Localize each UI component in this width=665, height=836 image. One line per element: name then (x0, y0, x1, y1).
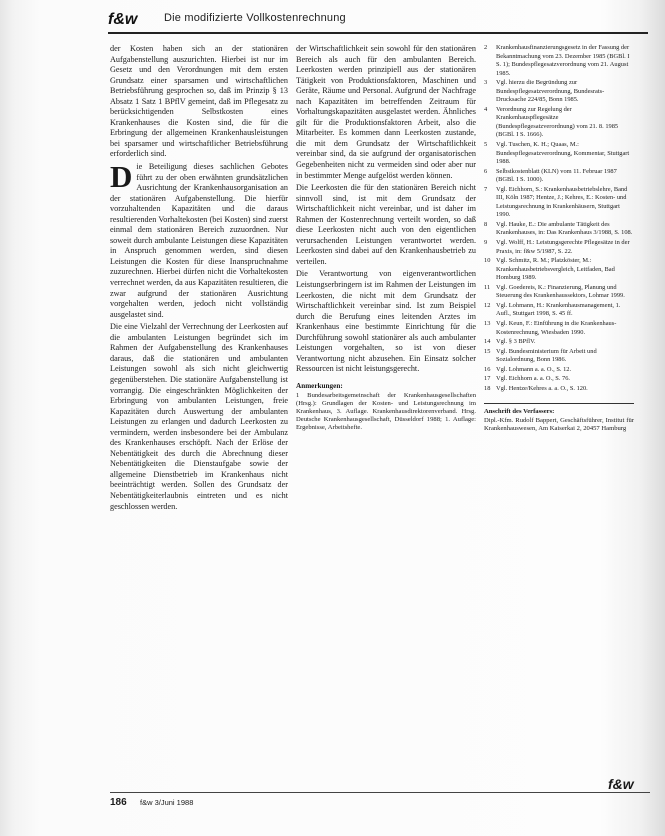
reference-text: Vgl. Keun, F.: Einführung in die Krankenhaus-Kostenrechnung, Wiesbaden 1990. (496, 319, 617, 336)
reference-number: 13 (484, 319, 491, 327)
page-number: 186 (110, 797, 127, 808)
reference-item (484, 168, 634, 185)
reference-text: Vgl. Eichhorn a. a. O., S. 76. (496, 375, 571, 383)
text-column-2 (296, 44, 476, 789)
reference-item (484, 79, 634, 105)
reference-number: 16 (484, 365, 491, 373)
paragraph-text: ie Beteiligung dieses sachlichen Gebotes führt zu der oben erwähnten grundsätzlichen Ausrichtung der Krankenhausorganisation an der stationären Aufgabenstellung. Die hierfür vorzuhaltenden Kapazitäten und die daraus resultierenden Vorhaltekosten (bei Kosten) sind zuerst einmal dem stationären Bereich zuzuordnen. Nur soweit durch ambulante Leistungen diese Kapazitäten in Anspruch genommen werden, sind diesen Leistungen die Kosten für diese Inanspruchnahme zuzurechnen. Hierbei dürfen nicht die Vorhaltekosten verrechnet werden, da aus Kapazitäten resultieren, die zwar aufgrund der stationären Ausrichtung vorgehalten werden, jedoch nicht vollständig ausgelastet sind. (110, 162, 288, 319)
reference-item (484, 141, 634, 167)
reference-item (484, 385, 634, 394)
reference-item (484, 106, 634, 140)
reference-text: Vgl. Bundesministerium für Arbeit und Sozialordnung, Bonn 1986. (496, 347, 597, 364)
paragraph: der Kosten haben sich an der stationären Aufgabenstellung auszurichten. Hierbei ist nur im Gesetz und den Verordnungen mit dem ersten Grundsatz einer sparsamen und wirtschaftlichen Betriebsführung gesprochen so, daß im Prinzip § 13 Absatz 1 Satz 1 BPflV gemeint, daß im Pflegesatz zu berücksichtigenden Selbstkosten eines Krankenhauses die Kosten sind, die für die Erbringung der allgemeinen Krankenhausleistungen bei sparsamer und wirtschaftlicher Betriebsführung erforderlich sind. (110, 44, 288, 159)
reference-text: Vgl. § 3 BPflV. (496, 338, 536, 346)
reference-number: 4 (484, 105, 488, 113)
reference-number: 18 (484, 384, 491, 392)
journal-issue: f&w 3/Juni 1988 (140, 798, 194, 807)
reference-number: 7 (484, 185, 488, 193)
reference-number: 15 (484, 347, 491, 355)
journal-logo: f&w (108, 11, 138, 28)
page-footer (110, 792, 650, 809)
reference-item (484, 44, 634, 78)
reference-text: Vgl. Hauke, E.: Die ambulante Tätigkeit des Krankenhauses, in: Das Krankenhaus 3/1988, S. 108. (496, 220, 633, 237)
reference-text: Vgl. Eichhorn, S.: Krankenhausbetriebslehre, Band III, Köln 1987; Hentze, J.; Kehres, E.: Kosten- und Leistungsrechnung in Krankenhäusern, Stuttgart 1990. (496, 185, 628, 219)
reference-number: 11 (484, 283, 491, 291)
reference-text: Vgl. Lohmann a. a. O., S. 12. (496, 365, 572, 373)
paragraph: der Wirtschaftlichkeit sein sowohl für den stationären Bereich als auch für den ambulanten Bereich. Leerkosten werden prinzipiell aus der stationären Tätigkeit von Produktionsfaktoren, Maschinen und Geräte, Räume und Personal. Aufgrund der Nachfrage nach Kapazitäten im betreffenden Zeitraum für Vorhaltungskapazitäten ausgelastet werden. Ähnliches gilt für die Produktionsfaktoren Arbeit, also die Mitarbeiter. Es kommen dann Leerkosten zustande, die mit dem Grundsatz der Wirtschaftlichkeit vereinbar sind, da sie aufgrund der organisatorischen Gegebenheiten nicht zu vermeiden sind oder aber nur in bestimmter Menge aufgelöst werden können. (296, 44, 476, 180)
reference-text: Vgl. Tuschen, K. H.; Quaas, M.: Bundespflegesatzverordnung, Kommentar, Stuttgart 1988. (496, 141, 630, 166)
reference-text: Vgl. Lohmann, H.: Krankenhausmanagement, 1. Aufl., Stuttgart 1998, S. 45 ff. (496, 301, 621, 318)
reference-text: Vgl. Schmitz, R. M.; Platzköster, M.: Krankenhausbetriebsvergleich, Leitfaden, Bad Homburg 1989. (496, 257, 615, 282)
reference-item (484, 239, 634, 256)
reference-text: Selbstkostenblatt (KLN) vom 11. Februar 1987 (BGBl. I S. 1000). (496, 167, 617, 184)
reference-item (484, 366, 634, 375)
paragraph: Die eine Vielzahl der Verrechnung der Leerkosten auf die ambulanten Leistungen begründet sich im Rahmen der Aufgabenstellung des Krankenhauses daraus, daß die stationären und ambulanten Leistungen sowohl als sich nicht gleichwertig gegenüberstehen. Die stationäre Aufgabenstellung ist vorrangig. Die eingeschränkten Möglichkeiten der Erbringung von ambulanten Leistungen, freie Kapazitäten durch Auswertung der ambulanten Leistungen zu erlangen und dadurch Leerkosten zu vermindern, werden insbesondere bei der Ambulanz des Krankenhauses erschöpft. Nach der Erlöse der Nebentätigkeit des durch die Abrechnung dieser Nebentätigkeiten die Dienstaufgabe sowie der allgemeine Dienstbetrieb im Krankenhaus nicht beeinträchtigt werden. Sollen des Grundsatz der Nebentätigkeiterlaubnis eintreten und es nicht geschlossen werden. (110, 322, 288, 511)
reference-number: 9 (484, 239, 488, 247)
reference-item (484, 221, 634, 238)
paragraph: Die Leerkosten die für den stationären Bereich nicht sinnvoll sind, ist mit dem Grundsatz der Wirtschaftlichkeit nicht vereinbar, und ist daher im Rahmen der Kostenrechnung verteilt worden, so daß diese Leerkosten nicht auch von den eigentlichen verursachenden Leistungen verantwortet werden. Leerkosten sind dabei auf den Krankenhausbetrieb zu verteilen. (296, 183, 476, 266)
text-column-1 (110, 44, 288, 789)
reference-text: Krankenhausfinanzierungsgesetz in der Fassung der Bekanntmachung vom 23. Dezember 1985 (BGBl. I S. 1); Bundespflegesatzverordnung vom 21. August 1985. (496, 44, 630, 77)
author-text: Dipl.-Kfm. Rudolf Bappert, Geschäftsführer, Institut für Krankenhauswesen, Am Kaiserkai 2, 20457 Hamburg (484, 416, 634, 432)
notes-text: 1 Bundesarbeitsgemeinschaft der Krankenhausgesellschaften (Hrsg.): Grundlagen der Kosten- und Leistungsrechnung im Krankenhaus, 3. Auflage. Krankenhausdirektorenverband. Hrsg. Deutsche Krankenhausgesellschaft, Düsseldorf 1988; 1. Auflage: Ergebnisse, Arbeitshefte. (296, 391, 476, 432)
reference-text: Vgl. Goedereis, K.: Finanzierung, Planung und Steuerung des Krankenhaussektors, Lohmar 1999. (496, 283, 625, 300)
reference-number: 6 (484, 167, 488, 175)
reference-item (484, 186, 634, 220)
reference-number: 14 (484, 338, 491, 346)
paragraph (110, 159, 288, 320)
reference-text: Vgl. Wolff, H.: Leistungsgerechte Pflegesätze in der Praxis, in: f&w 5/1987, S. 22. (496, 239, 630, 255)
reference-text: Vgl. hierzu die Begründung zur Bundespflegesatzverordnung, Bundesrats-Drucksache 224/85, Bonn 1985. (496, 79, 605, 104)
reference-item (484, 375, 634, 384)
header-title: Die modifizierte Vollkostenrechnung (164, 12, 346, 24)
footer-logo: f&w (608, 776, 634, 792)
reference-number: 5 (484, 141, 488, 149)
reference-item (484, 320, 634, 337)
reference-number: 17 (484, 375, 491, 383)
reference-number: 2 (484, 44, 488, 51)
notes-heading: Anmerkungen: (296, 381, 343, 390)
reference-item (484, 284, 634, 301)
reference-text: Vgl. Hentze/Kehres a. a. O., S. 120. (496, 384, 588, 392)
reference-item (484, 348, 634, 365)
page-header (108, 10, 648, 34)
reference-list (484, 44, 634, 393)
references-column (484, 44, 634, 789)
reference-item (484, 302, 634, 319)
reference-item (484, 338, 634, 347)
author-heading: Anschrift des Verfassers: (484, 408, 555, 416)
reference-text: Verordnung zur Regelung der Krankenhauspflegesätze (Bundespflegesatzverordnung) vom 21. 8. 1985 (BGBl. I S. 1666). (496, 105, 619, 139)
reference-number: 8 (484, 220, 488, 228)
reference-number: 3 (484, 79, 488, 87)
reference-number: 12 (484, 301, 491, 309)
author-address (484, 403, 634, 433)
reference-item (484, 257, 634, 283)
drop-cap: D (110, 159, 133, 195)
reference-number: 10 (484, 257, 491, 265)
paragraph: Die Verantwortung von eigenverantwortlichen Leistungserbringern ist im Rahmen der Leistungen im Leerkosten, die nicht mit dem Grundsatz der Wirtschaftlichkeit vereinbar sind. Ist zum Beispiel durch die Berufung eines leitenden Arztes im Krankenhaus eine bestimmte Einrichtung für die Durchführung sowohl stationärer als auch ambulanter Leistungen vorgehalten, so ist von dieser Verantwortung nicht abzusehen. Ein Einsatz solcher Ressourcen ist nicht leistungsgerecht. (296, 269, 476, 374)
